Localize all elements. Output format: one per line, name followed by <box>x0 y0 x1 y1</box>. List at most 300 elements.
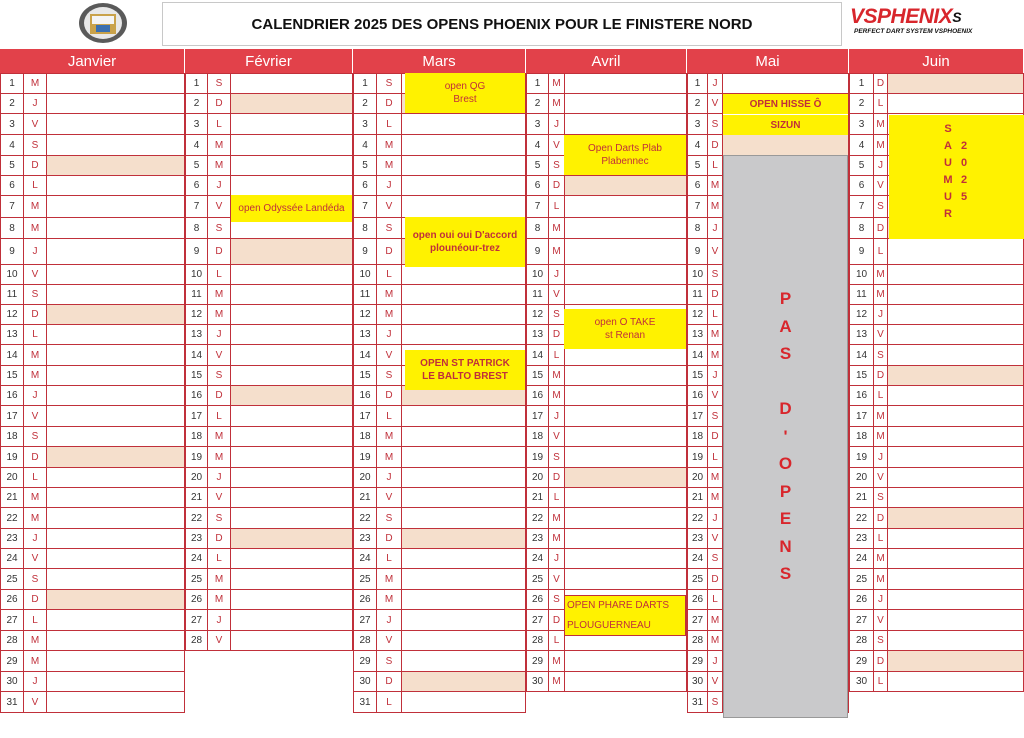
day-letter: M <box>708 631 723 651</box>
day-event-cell <box>565 569 687 590</box>
day-event-cell <box>565 114 687 135</box>
day-event-cell <box>565 94 687 114</box>
day-event-cell <box>47 529 185 549</box>
saumur-digit: 2 <box>960 140 968 152</box>
day-event-cell <box>888 345 1024 366</box>
day-event-cell <box>888 239 1024 265</box>
day-number: 12 <box>185 305 208 325</box>
day-letter: L <box>377 114 402 135</box>
day-letter: V <box>708 672 723 692</box>
day-number: 1 <box>849 73 874 94</box>
day-event-cell <box>231 305 353 325</box>
day-letter: S <box>708 406 723 427</box>
day-letter: M <box>208 135 231 156</box>
day-row <box>353 447 526 468</box>
day-row <box>353 488 526 508</box>
day-number: 2 <box>687 94 708 114</box>
day-number: 7 <box>849 196 874 218</box>
day-number: 3 <box>185 114 208 135</box>
day-letter: M <box>708 325 723 345</box>
day-event-cell <box>231 325 353 345</box>
day-event-cell <box>47 590 185 610</box>
day-letter: L <box>708 447 723 468</box>
event-sizun: SIZUN <box>723 115 848 135</box>
day-number: 9 <box>353 239 377 265</box>
day-letter: M <box>708 488 723 508</box>
day-number: 27 <box>526 610 549 631</box>
day-number: 3 <box>526 114 549 135</box>
day-row <box>526 406 687 427</box>
day-letter: J <box>377 610 402 631</box>
day-event-cell <box>565 529 687 549</box>
day-number: 6 <box>526 176 549 196</box>
day-event-cell <box>888 590 1024 610</box>
day-row <box>526 73 687 94</box>
day-letter: M <box>377 569 402 590</box>
day-event-cell <box>565 508 687 529</box>
day-row <box>0 590 185 610</box>
day-number: 14 <box>687 345 708 366</box>
day-number: 5 <box>526 156 549 176</box>
day-row <box>185 631 353 651</box>
day-letter: M <box>24 631 47 651</box>
month-header: Juin <box>849 49 1024 73</box>
day-event-cell <box>47 386 185 406</box>
day-number: 14 <box>526 345 549 366</box>
day-letter: V <box>874 610 888 631</box>
day-event-cell <box>47 305 185 325</box>
day-number: 28 <box>185 631 208 651</box>
day-row <box>526 239 687 265</box>
day-row <box>526 651 687 672</box>
day-letter: M <box>208 569 231 590</box>
day-event-cell <box>231 156 353 176</box>
day-number: 28 <box>849 631 874 651</box>
day-event-cell <box>47 692 185 713</box>
closed-letter: N <box>779 536 792 556</box>
day-number: 2 <box>185 94 208 114</box>
day-event-cell <box>47 135 185 156</box>
day-number: 20 <box>687 468 708 488</box>
day-letter: V <box>377 488 402 508</box>
day-letter: L <box>208 406 231 427</box>
day-letter: J <box>24 94 47 114</box>
saumur-digit: 5 <box>960 191 968 203</box>
day-event-cell <box>565 447 687 468</box>
day-event-cell <box>565 488 687 508</box>
day-event-cell <box>402 427 526 447</box>
day-letter: S <box>208 218 231 239</box>
brand-tagline: PERFECT DART SYSTEM VSPHOENIX <box>854 28 973 35</box>
day-row <box>185 345 353 366</box>
day-letter: D <box>874 73 888 94</box>
day-event-cell <box>47 366 185 386</box>
day-letter: M <box>874 569 888 590</box>
day-event-cell <box>888 305 1024 325</box>
day-row <box>526 672 687 692</box>
day-number: 10 <box>849 265 874 285</box>
day-event-cell <box>231 73 353 94</box>
day-letter: S <box>874 488 888 508</box>
day-event-cell <box>47 549 185 569</box>
day-letter: M <box>377 285 402 305</box>
day-number: 16 <box>687 386 708 406</box>
day-event-cell <box>723 135 849 156</box>
day-letter: D <box>549 610 565 631</box>
day-row <box>849 305 1024 325</box>
day-row <box>849 468 1024 488</box>
day-event-cell <box>231 114 353 135</box>
day-event-cell <box>565 265 687 285</box>
day-number: 10 <box>353 265 377 285</box>
day-row <box>849 406 1024 427</box>
day-row <box>526 569 687 590</box>
day-event-cell <box>231 366 353 386</box>
event-st-patrick: OPEN ST PATRICK LE BALTO BREST <box>405 350 525 390</box>
day-event-cell <box>47 651 185 672</box>
day-row <box>353 569 526 590</box>
day-event-cell <box>402 135 526 156</box>
day-row <box>185 610 353 631</box>
day-row <box>353 549 526 569</box>
day-number: 15 <box>526 366 549 386</box>
day-letter: S <box>549 447 565 468</box>
saumur-digit: 2 <box>960 174 968 186</box>
day-number: 31 <box>687 692 708 713</box>
day-event-cell <box>402 265 526 285</box>
day-number: 21 <box>185 488 208 508</box>
day-row <box>185 114 353 135</box>
day-letter: D <box>24 156 47 176</box>
day-row <box>526 488 687 508</box>
day-row <box>849 651 1024 672</box>
day-letter: J <box>549 265 565 285</box>
day-letter: M <box>24 508 47 529</box>
day-row <box>0 73 185 94</box>
day-number: 17 <box>0 406 24 427</box>
day-letter: L <box>708 156 723 176</box>
day-row <box>0 366 185 386</box>
day-number: 3 <box>353 114 377 135</box>
day-row <box>353 325 526 345</box>
day-event-cell <box>565 196 687 218</box>
day-letter: M <box>874 549 888 569</box>
day-number: 27 <box>687 610 708 631</box>
saumur-letter: S <box>944 123 952 135</box>
day-letter: D <box>208 94 231 114</box>
day-letter: M <box>208 590 231 610</box>
day-number: 26 <box>0 590 24 610</box>
day-number: 7 <box>526 196 549 218</box>
day-letter: V <box>208 196 231 218</box>
day-number: 30 <box>0 672 24 692</box>
day-row <box>526 508 687 529</box>
day-number: 19 <box>353 447 377 468</box>
day-letter: D <box>708 569 723 590</box>
saumur-letter: A <box>944 140 952 152</box>
day-letter: J <box>377 468 402 488</box>
day-event-cell <box>565 549 687 569</box>
day-number: 11 <box>185 285 208 305</box>
day-row <box>849 94 1024 114</box>
day-row <box>849 447 1024 468</box>
day-event-cell <box>47 672 185 692</box>
day-letter: L <box>24 468 47 488</box>
day-row <box>849 631 1024 651</box>
day-row <box>526 366 687 386</box>
day-number: 8 <box>185 218 208 239</box>
day-letter: L <box>377 549 402 569</box>
day-letter: S <box>708 549 723 569</box>
day-number: 21 <box>687 488 708 508</box>
day-number: 12 <box>687 305 708 325</box>
event-phare-darts: OPEN PHARE DARTS PLOUGUERNEAU <box>564 595 686 636</box>
day-event-cell <box>888 265 1024 285</box>
day-row <box>849 386 1024 406</box>
day-number: 27 <box>353 610 377 631</box>
day-event-cell <box>888 468 1024 488</box>
day-number: 16 <box>526 386 549 406</box>
day-letter: M <box>377 305 402 325</box>
day-number: 2 <box>353 94 377 114</box>
day-number: 14 <box>849 345 874 366</box>
day-number: 20 <box>185 468 208 488</box>
day-letter: V <box>24 692 47 713</box>
day-event-cell <box>565 73 687 94</box>
day-event-cell <box>47 345 185 366</box>
day-letter: L <box>208 549 231 569</box>
day-row <box>0 549 185 569</box>
day-number: 6 <box>185 176 208 196</box>
day-row <box>0 176 185 196</box>
day-letter: J <box>24 672 47 692</box>
day-letter: M <box>708 176 723 196</box>
day-row <box>353 114 526 135</box>
day-event-cell <box>47 610 185 631</box>
day-number: 23 <box>526 529 549 549</box>
day-number: 23 <box>185 529 208 549</box>
day-number: 30 <box>849 672 874 692</box>
day-number: 18 <box>687 427 708 447</box>
day-letter: M <box>549 73 565 94</box>
day-event-cell <box>47 325 185 345</box>
day-number: 18 <box>353 427 377 447</box>
event-hisse-o: OPEN HISSE Ô <box>723 94 848 114</box>
day-event-cell <box>47 447 185 468</box>
day-letter: J <box>208 176 231 196</box>
event-oui-oui-daccord: open oui oui D'accord plounéour-trez <box>405 217 525 267</box>
day-number: 4 <box>526 135 549 156</box>
day-letter: V <box>708 94 723 114</box>
day-row <box>0 406 185 427</box>
day-letter: M <box>377 590 402 610</box>
day-letter: S <box>24 569 47 590</box>
day-letter: D <box>874 651 888 672</box>
day-number: 11 <box>526 285 549 305</box>
day-letter: M <box>549 239 565 265</box>
day-letter: M <box>377 156 402 176</box>
closed-letter: O <box>778 454 793 474</box>
day-letter: L <box>377 692 402 713</box>
day-number: 10 <box>0 265 24 285</box>
day-row <box>0 239 185 265</box>
day-number: 12 <box>526 305 549 325</box>
day-row <box>185 265 353 285</box>
day-event-cell <box>888 427 1024 447</box>
day-letter: V <box>874 325 888 345</box>
day-row <box>185 94 353 114</box>
day-row <box>185 73 353 94</box>
month-header: Avril <box>526 49 687 73</box>
day-row <box>353 590 526 610</box>
day-event-cell <box>231 529 353 549</box>
day-event-cell <box>888 610 1024 631</box>
day-row <box>0 610 185 631</box>
day-row <box>849 239 1024 265</box>
day-letter: L <box>708 305 723 325</box>
day-letter: L <box>377 406 402 427</box>
saumur-letter: U <box>944 157 952 169</box>
day-event-cell <box>47 73 185 94</box>
day-event-cell <box>231 265 353 285</box>
day-letter: M <box>208 427 231 447</box>
day-number: 9 <box>185 239 208 265</box>
day-number: 22 <box>185 508 208 529</box>
day-event-cell <box>231 508 353 529</box>
day-event-cell <box>888 73 1024 94</box>
day-row <box>353 285 526 305</box>
day-letter: M <box>874 265 888 285</box>
day-row <box>526 549 687 569</box>
day-row <box>0 386 185 406</box>
day-number: 6 <box>0 176 24 196</box>
day-row <box>687 135 849 156</box>
day-number: 19 <box>185 447 208 468</box>
day-letter: S <box>874 631 888 651</box>
day-letter: S <box>377 366 402 386</box>
event-darts-plab: Open Darts Plab Plabennec <box>564 135 686 175</box>
day-letter: V <box>549 285 565 305</box>
saumur-letter: M <box>943 174 953 186</box>
day-letter: S <box>24 427 47 447</box>
day-number: 23 <box>0 529 24 549</box>
day-number: 24 <box>185 549 208 569</box>
day-letter: L <box>874 672 888 692</box>
day-letter: D <box>377 386 402 406</box>
day-number: 13 <box>687 325 708 345</box>
day-event-cell <box>231 610 353 631</box>
day-number: 16 <box>849 386 874 406</box>
day-letter: V <box>24 114 47 135</box>
day-number: 10 <box>687 265 708 285</box>
day-letter: D <box>874 366 888 386</box>
day-row <box>185 325 353 345</box>
day-letter: L <box>24 176 47 196</box>
closed-letter: S <box>779 344 792 364</box>
day-event-cell <box>888 488 1024 508</box>
day-number: 5 <box>849 156 874 176</box>
day-row <box>185 427 353 447</box>
day-number: 17 <box>849 406 874 427</box>
day-number: 6 <box>687 176 708 196</box>
day-row <box>0 325 185 345</box>
day-number: 19 <box>0 447 24 468</box>
month-header: Mai <box>687 49 849 73</box>
day-event-cell <box>565 406 687 427</box>
day-number: 4 <box>849 135 874 156</box>
day-row <box>353 196 526 218</box>
closed-letter: ' <box>783 426 788 446</box>
day-row <box>353 631 526 651</box>
day-number: 8 <box>526 218 549 239</box>
day-letter: M <box>24 488 47 508</box>
day-event-cell <box>888 569 1024 590</box>
day-number: 26 <box>353 590 377 610</box>
day-row <box>185 156 353 176</box>
day-row <box>185 549 353 569</box>
day-row <box>849 529 1024 549</box>
day-number: 17 <box>353 406 377 427</box>
day-event-cell <box>565 672 687 692</box>
day-letter: L <box>24 610 47 631</box>
day-letter: L <box>208 265 231 285</box>
day-letter: S <box>874 196 888 218</box>
day-number: 10 <box>185 265 208 285</box>
day-number: 7 <box>687 196 708 218</box>
day-number: 29 <box>526 651 549 672</box>
day-row <box>185 569 353 590</box>
day-letter: M <box>24 345 47 366</box>
day-event-cell <box>565 176 687 196</box>
day-letter: D <box>377 529 402 549</box>
day-event-cell <box>402 305 526 325</box>
day-row <box>0 651 185 672</box>
day-event-cell <box>231 549 353 569</box>
day-row <box>849 569 1024 590</box>
day-event-cell <box>47 468 185 488</box>
day-row <box>353 610 526 631</box>
day-row <box>0 265 185 285</box>
day-row <box>185 135 353 156</box>
day-number: 9 <box>0 239 24 265</box>
day-letter: V <box>377 345 402 366</box>
day-letter: J <box>708 73 723 94</box>
day-row <box>185 239 353 265</box>
day-number: 29 <box>687 651 708 672</box>
day-letter: J <box>208 325 231 345</box>
day-row <box>0 196 185 218</box>
day-letter: V <box>377 631 402 651</box>
day-number: 12 <box>0 305 24 325</box>
day-row <box>353 427 526 447</box>
day-letter: D <box>377 94 402 114</box>
day-number: 15 <box>353 366 377 386</box>
event-o-take: open O TAKE st Renan <box>564 309 686 349</box>
day-number: 20 <box>353 468 377 488</box>
day-letter: M <box>549 529 565 549</box>
day-letter: J <box>24 529 47 549</box>
day-letter: M <box>208 285 231 305</box>
day-row <box>353 468 526 488</box>
day-event-cell <box>47 631 185 651</box>
day-letter: D <box>549 176 565 196</box>
day-number: 17 <box>185 406 208 427</box>
day-number: 28 <box>0 631 24 651</box>
day-letter: L <box>549 345 565 366</box>
day-event-cell <box>402 468 526 488</box>
day-letter: J <box>208 610 231 631</box>
day-letter: L <box>874 386 888 406</box>
